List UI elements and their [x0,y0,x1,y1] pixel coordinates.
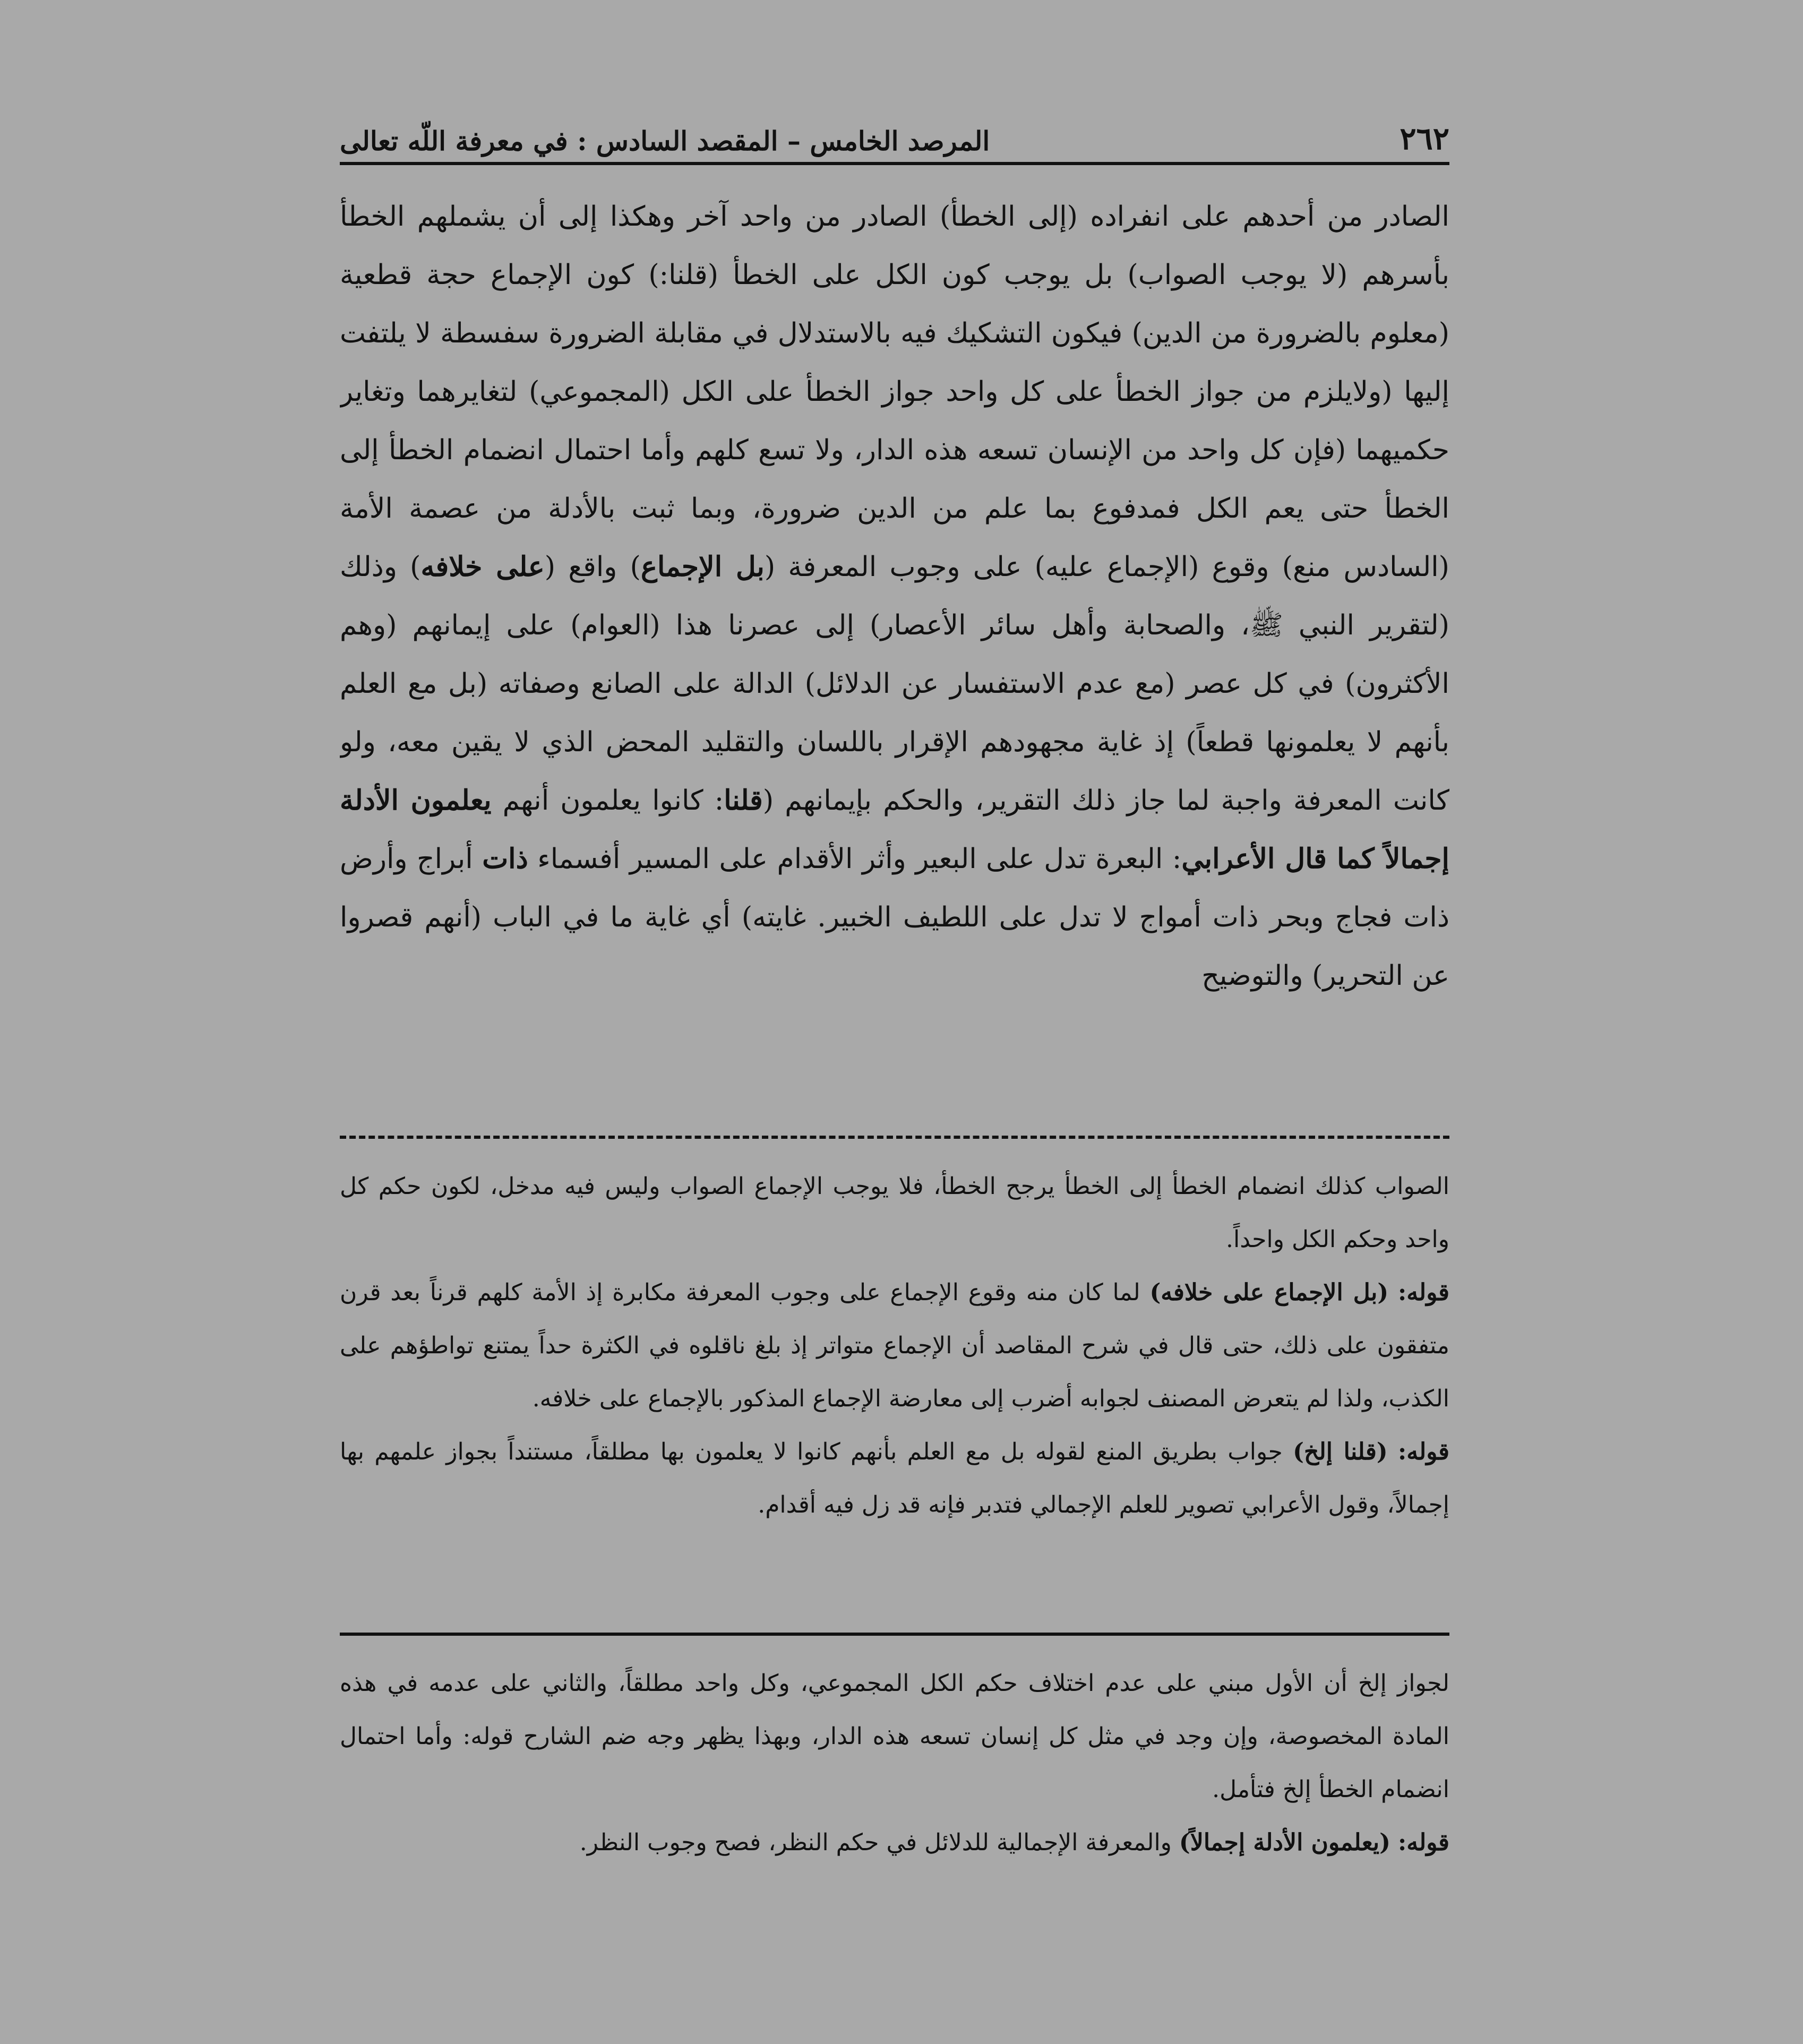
bold-run: بل الإجماع [640,551,765,583]
text-run: جواب بطريق المنع لقوله بل مع العلم بأنهم كانوا لا يعلمون بها مطلقاً، مستنداً بجواز علمهم بها إجمالاً، وقول الأعرابي تصوير للعلم الإجمالي فتدبر فإنه قد زل فيه أقدام. [340,1438,1449,1518]
bold-run: (يعلمون الأدلة إجمالاً) [1179,1829,1390,1856]
footnote [340,1657,1449,1922]
bold-run: يعلمون الأدلة إجمالاً كما قال الأعرابي [340,784,1449,875]
bold-run: قوله: [1397,1279,1449,1306]
footnote-rule [340,1633,1449,1636]
text-run: أبراج وأرض ذات فجاج وبحر ذات أمواج لا تدل على اللطيف الخبير. غايته) أي غاية ما في الباب (أنهم قصروا عن التحرير) والتوضيح [340,843,1449,992]
running-title: المرصد الخامس – المقصد السادس : في معرفة اللّه تعالى [340,125,990,157]
main-text [340,187,1449,1132]
bold-run: (بل الإجماع على خلافه) [1149,1279,1389,1306]
text-run: الصادر من أحدهم على انفراده (إلى الخطأ) الصادر من واحد آخر وهكذا إلى أن يشملهم الخطأ بأسرهم (لا يوجب الصواب) بل يوجب كون الكل على الخطأ (قلنا:) كون الإجماع حجة قطعية (معلوم بالضرورة من الدين) فيكون التشكيك فيه بالاستدلال في مقابلة الضرورة سفسطة لا يلتفت إليها (ولايلزم من جواز الخطأ على كل واحد جواز الخطأ على الكل (المجموعي) لتغايرهما وتغاير حكميهما (فإن كل واحد من الإنسان تسعه هذه الدار، ولا تسع كلهم وأما احتمال انضمام الخطأ إلى الخطأ حتى يعم الكل فمدفوع بما علم من الدين ضرورة، وبما ثبت بالأدلة من عصمة الأمة (السادس منع) وقوع (الإجماع عليه) على وجوب المعرفة ( [340,201,1449,583]
commentary-paragraph [340,1266,1449,1425]
footnote-paragraph: لجواز إلخ أن الأول مبني على عدم اختلاف حكم الكل المجموعي، وكل واحد مطلقاً، والثاني على عدمه في هذه المادة المخصوصة، وإن وجد في مثل كل إنسان تسعه هذه الدار، وبهذا يظهر وجه ضم الشارح قوله: وأما احتمال انضمام الخطأ إلخ فتأمل. [340,1670,1449,1803]
main-paragraph [340,187,1449,1005]
bold-run: (قلنا إلخ) [1293,1438,1388,1465]
bold-run: على خلافه [420,551,545,583]
bold-run: قوله: [1397,1438,1449,1465]
text-run: : البعرة تدل على البعير وأثر الأقدام على المسير أفسماء [528,843,1182,875]
commentary [340,1160,1449,1617]
text-run: لما كان منه وقوع الإجماع على وجوب المعرفة مكابرة إذ الأمة كلهم قرناً بعد قرن متفقون على ذلك، حتى قال في شرح المقاصد أن الإجماع متواتر إذ بلغ ناقلوه في الكثرة حداً يمتنع تواطؤهم على الكذب، ولذا لم يتعرض المصنف لجوابه أضرب إلى معارضة الإجماع المذكور بالإجماع على خلافه. [340,1279,1449,1412]
running-header [340,114,1449,165]
text-run: ) واقع ( [544,551,641,583]
page-number: ٢٦٢ [1400,121,1449,157]
commentary-paragraph: الصواب كذلك انضمام الخطأ إلى الخطأ يرجح الخطأ، فلا يوجب الإجماع الصواب وليس فيه مدخل، لكون حكم كل واحد وحكم الكل واحداً. [340,1173,1449,1253]
footnote-paragraph [340,1816,1449,1869]
text-run: : كانوا يعلمون أنهم [491,785,724,817]
dashed-separator [340,1136,1449,1139]
bold-run: ذات [482,843,528,875]
book-page [340,114,1449,1940]
commentary-paragraph [340,1425,1449,1532]
bold-run: قوله: [1397,1829,1449,1856]
text-run: والمعرفة الإجمالية للدلائل في حكم النظر، فصح وجوب النظر. [579,1829,1179,1856]
text-run: ) وذلك (لتقرير النبي ﷺ، والصحابة وأهل سائر الأعصار) إلى عصرنا هذا (العوام) على إيمانهم (وهم الأكثرون) في كل عصر (مع عدم الاستفسار عن الدلائل) الدالة على الصانع وصفاته (بل مع العلم بأنهم لا يعلمونها قطعاً) إذ غاية مجهودهم الإقرار باللسان والتقليد المحض الذي لا يقين معه، ولو كانت المعرفة واجبة لما جاز ذلك التقرير، والحكم بإيمانهم ( [340,551,1449,817]
bold-run: قلنا [724,784,763,817]
